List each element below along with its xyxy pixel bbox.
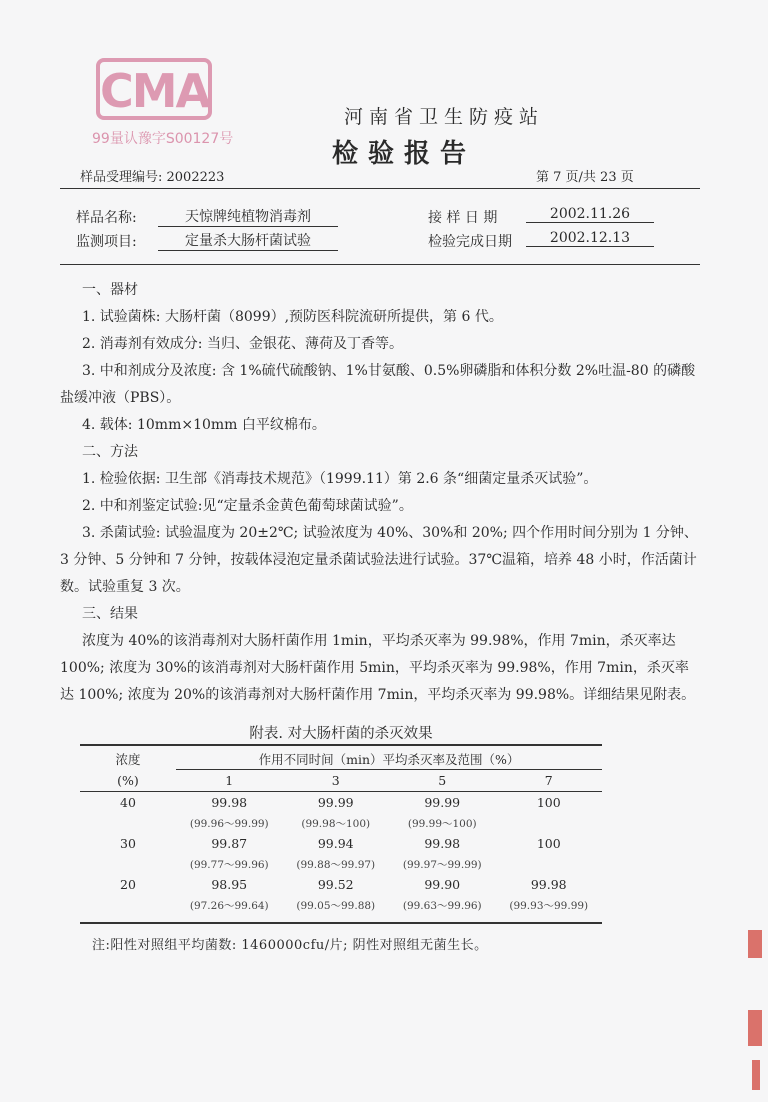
range-row: [80, 854, 602, 874]
conc-cell: 30: [120, 836, 136, 851]
receive-date-value: 2002.11.26: [526, 206, 654, 223]
section-heading: 一、器材: [82, 282, 138, 298]
range-row: [80, 895, 602, 915]
value-cell: 98.95: [211, 877, 248, 892]
paragraph: 2. 消毒剂有效成分: 当归、金银花、薄荷及丁香等。: [82, 336, 403, 352]
section-heading: 三、结果: [82, 606, 138, 622]
org-name: 河南省卫生防疫站: [343, 106, 544, 128]
test-item-value: 定量杀大肠杆菌试验: [158, 230, 338, 251]
range-cell: (99.96～99.99): [189, 817, 269, 830]
range-cell: (99.99～100): [407, 817, 477, 830]
section-heading: 二、方法: [82, 444, 138, 460]
range-cell: [496, 854, 603, 874]
results-table: [80, 748, 602, 915]
range-cell: (99.63～99.96): [402, 899, 482, 912]
paragraph: 2. 中和剂鉴定试验:见“定量杀金黄色葡萄球菌试验”。: [82, 498, 413, 514]
cma-stamp-logo: CMA: [96, 58, 212, 120]
paragraph: 浓度为 40%的该消毒剂对大肠杆菌作用 1min，平均杀灭率为 99.98%，作用 7min，杀灭率达 100%; 浓度为 30%的该消毒剂对大肠杆菌作用 5min，平均杀灭率为 99.98%，作用 7min，杀灭率达 100%; 浓度为 20%的该消毒剂对大肠杆菌作用 7min，平均杀灭率为 99.98%。详细结果见附表。: [60, 633, 696, 703]
info-rule: [60, 264, 700, 265]
time-header: 3: [331, 773, 340, 788]
sample-name-label: 样品名称:: [76, 210, 137, 226]
paragraph: 3. 中和剂成分及浓度: 含 1%硫代硫酸钠、1%甘氨酸、0.5%卵磷脂和体积分数 2%吐温-80 的磷酸盐缓冲液（PBS）。: [60, 363, 696, 406]
value-cell: 99.52: [317, 877, 354, 892]
header-group: 作用不同时间（min）平均杀灭率及范围（%）: [176, 748, 602, 770]
value-cell: 99.99: [424, 795, 461, 810]
report-title: 检验报告: [331, 139, 476, 169]
test-item-label: 监测项目:: [76, 234, 137, 250]
value-cell: 100: [536, 836, 561, 851]
time-header: 5: [438, 773, 447, 788]
table-caption: 附表. 对大肠杆菌的杀灭效果: [249, 726, 433, 742]
range-cell: (99.77～99.96): [189, 858, 269, 871]
edge-mark: [748, 1010, 762, 1046]
value-cell: 99.99: [317, 795, 354, 810]
paragraph: 1. 试验菌株: 大肠杆菌（8099）,预防医科院流研所提供，第 6 代。: [82, 309, 503, 325]
sample-number: 样品受理编号: 2002223: [80, 170, 225, 185]
paragraph: 4. 载体: 10mm×10mm 白平纹棉布。: [82, 417, 326, 433]
edge-mark: [752, 1060, 760, 1090]
conc-cell: 20: [120, 877, 136, 892]
header-unit: (%): [117, 772, 139, 788]
conc-cell: 40: [120, 795, 136, 810]
range-cell: (99.93～99.99): [509, 899, 589, 912]
range-cell: (99.98～100): [301, 817, 371, 830]
complete-date-label: 检验完成日期: [428, 234, 512, 250]
value-cell: 99.98: [424, 836, 461, 851]
table-row: [80, 874, 602, 895]
header-conc: 浓度: [115, 751, 141, 767]
value-cell: 99.87: [211, 836, 248, 851]
range-cell: [496, 813, 603, 833]
value-cell: 99.98: [530, 877, 567, 892]
value-cell: 99.98: [211, 795, 248, 810]
time-header: 1: [225, 773, 234, 788]
table-row: [80, 833, 602, 854]
range-cell: (99.97～99.99): [402, 858, 482, 871]
receive-date-label: 接 样 日 期: [428, 210, 498, 226]
complete-date-value: 2002.12.13: [526, 230, 654, 247]
report-body: [60, 277, 700, 709]
table-bottom-rule: [80, 922, 602, 924]
range-cell: (97.26～99.64): [189, 899, 269, 912]
value-cell: 99.94: [317, 836, 354, 851]
table-top-rule: [80, 744, 602, 746]
range-cell: (99.05～99.88): [296, 899, 376, 912]
range-row: [80, 813, 602, 833]
cma-cert-number: 99量认豫字S00127号: [92, 131, 234, 147]
table-row: [80, 792, 602, 814]
header-rule: [60, 188, 700, 189]
page-number: 第 7 页/共 23 页: [536, 170, 634, 185]
edge-mark: [748, 930, 762, 958]
table-note: 注:阳性对照组平均菌数: 1460000cfu/片; 阴性对照组无菌生长。: [92, 938, 488, 953]
time-header: 7: [544, 773, 553, 788]
sample-name-value: 天惊牌纯植物消毒剂: [158, 206, 338, 227]
paragraph: 1. 检验依据: 卫生部《消毒技术规范》（1999.11）第 2.6 条“细菌定量杀灭试验”。: [82, 471, 598, 487]
value-cell: 99.90: [424, 877, 461, 892]
value-cell: 100: [536, 795, 561, 810]
paragraph: 3. 杀菌试验: 试验温度为 20±2℃; 试验浓度为 40%、30%和 20%; 四个作用时间分别为 1 分钟、3 分钟、5 分钟和 7 分钟，按载体浸泡定量杀菌试验法进行试验。37℃温箱，培养 48 小时，作活菌计数。试验重复 3 次。: [60, 525, 698, 595]
range-cell: (99.88～99.97): [296, 858, 376, 871]
